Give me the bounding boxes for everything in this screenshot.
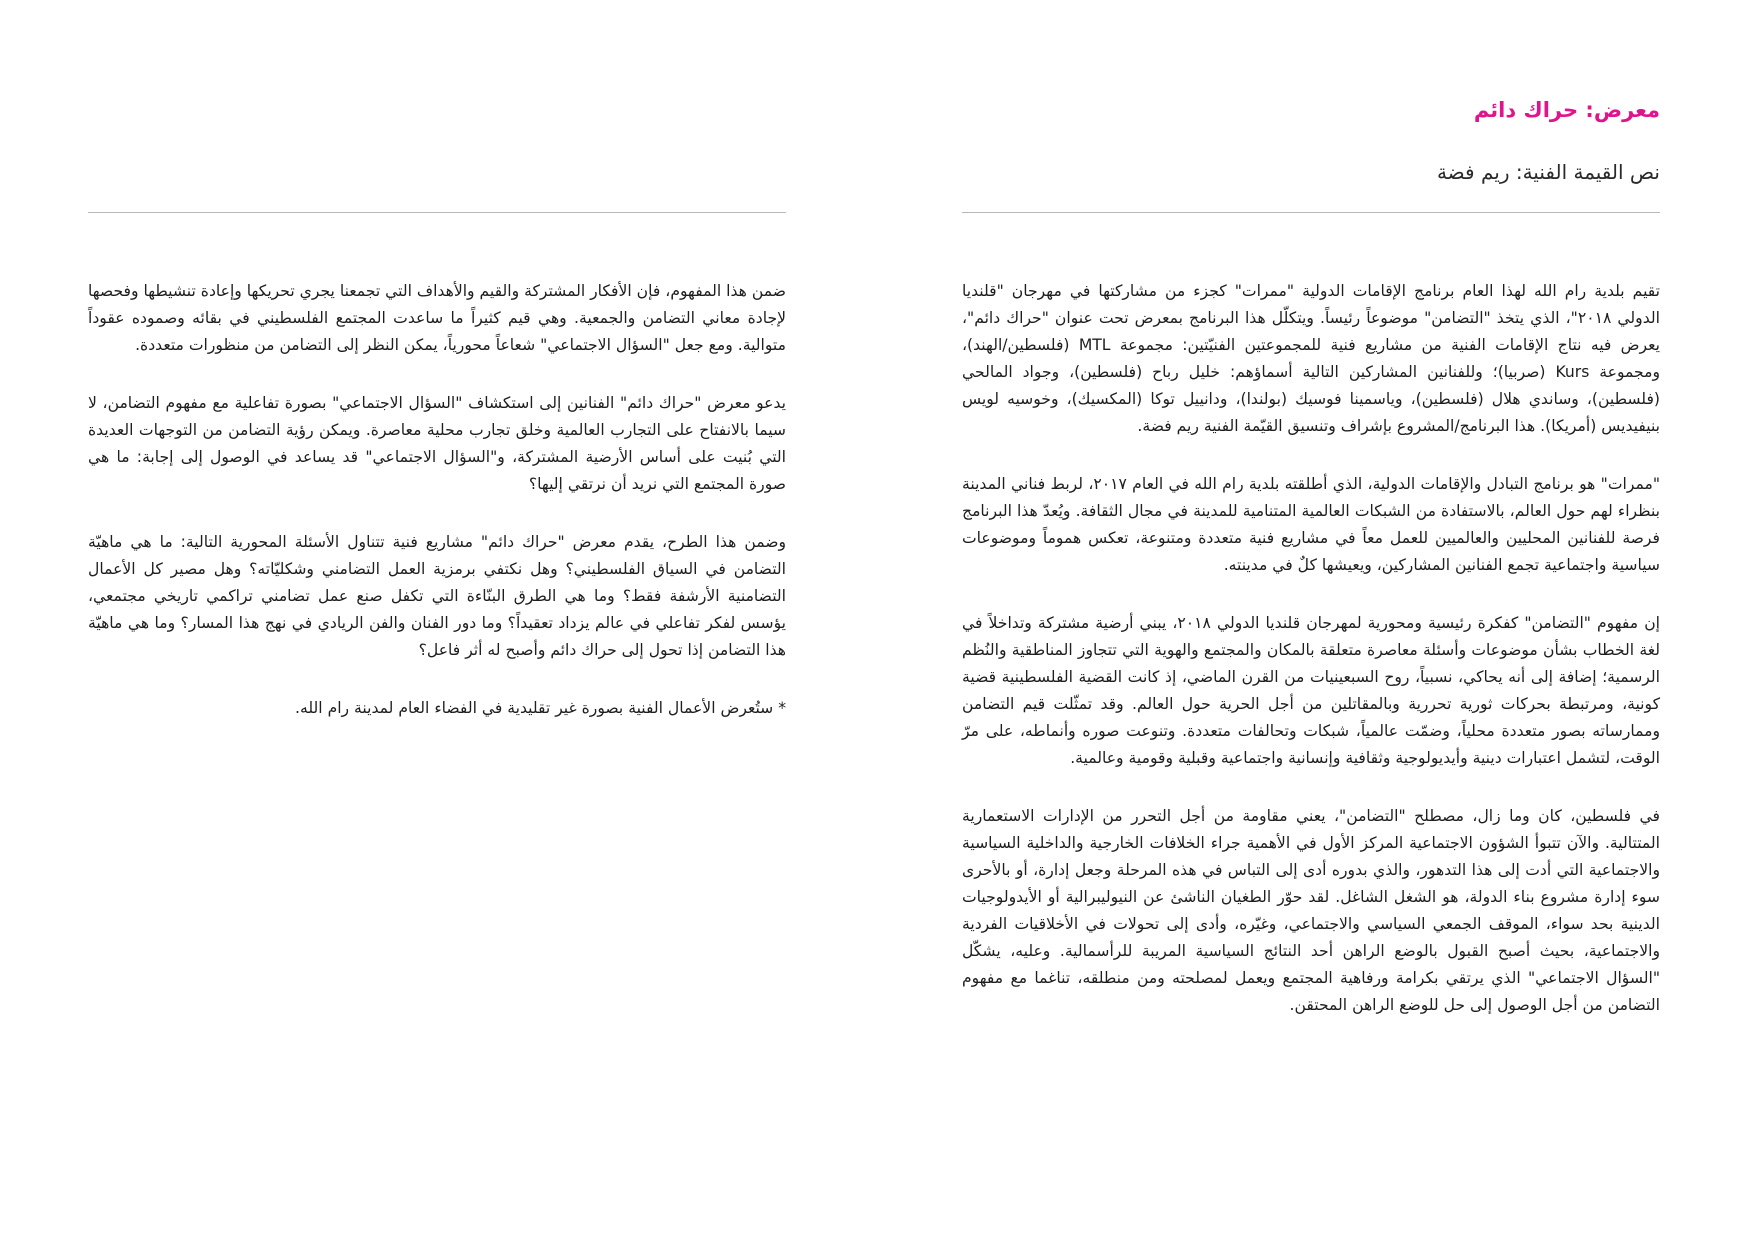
- paragraph-intro: تقيم بلدية رام الله لهذا العام برنامج الإقامات الدولية "ممرات" كجزء من مشاركتها في مهرجان "قلنديا الدولي ٢٠١٨"، الذي يتخذ "التضامن" موضوعاً رئيساً. ويتكلّل هذا البرنامج بمعرض تحت عنوان "حراك دائم"، يعرض فيه نتاج الإقامات الفنية من مشاريع فنية للمجموعتين الفنيّتين: مجموعة MTL (فلسطين/الهند)، ومجموعة Kurs (صربيا)؛ وللفنانين المشاركين التالية أسماؤهم: خليل رباح (فلسطين)، وجواد المالحي (فلسطين)، وساندي هلال (فلسطين)، وياسمينا فوسيك (بولندا)، ودانييل توكا (المكسيك)، وخوسيه لويس بنيفيديس (أمريكا). هذا البرنامج/المشروع بإشراف وتنسيق القيّمة الفنية ريم فضة.: [962, 282, 1660, 435]
- divider-rule: [88, 212, 786, 213]
- paragraph-palestine-context: في فلسطين، كان وما زال، مصطلح "التضامن"، يعني مقاومة من أجل التحرر من الإدارات الاستعمارية المتتالية. والآن تتبوأ الشؤون الاجتماعية المركز الأول في الأهمية جراء الخلافات الخارجية والداخلية السياسية والاجتماعية التي أدت إلى هذا التدهور، والذي بدوره أدى إلى التباس في هذه المرحلة وجعل إدارة، أو بالأحرى سوء إدارة مشروع بناء الدولة، هو الشغل الشاغل. لقد حوّر الطغيان الناشئ عن النيوليبرالية أو الأيدولوجيات الدينية بحد سواء، الموقف الجمعي السياسي والاجتماعي، وغيّره، وأدى إلى تحولات في الأخلاقيات الفردية والاجتماعية، بحيث أصبح القبول بالوضع الراهن أحد النتائج السياسية المريبة للرأسمالية. وعليه، يشكّل "السؤال الاجتماعي" الذي يرتقي بكرامة ورفاهية المجتمع ويعمل لمصلحته ومن منطلقه، تناغما مع مفهوم التضامن من أجل الوصول إلى حل للوضع الراهن المحتقن.: [962, 807, 1660, 1014]
- curator-credit: نص القيمة الفنية: ريم فضة: [1436, 160, 1660, 184]
- right-page: [874, 0, 1748, 1240]
- divider-rule: [962, 212, 1660, 213]
- paragraph-exhibition-invitation: يدعو معرض "حراك دائم" الفنانين إلى استكشاف "السؤال الاجتماعي" بصورة تفاعلية مع مفهوم التضامن، لا سيما بالانفتاح على التجارب العالمية وخلق تجارب محلية معاصرة. ويمكن رؤية التضامن من التوجهات العديدة التي بُنيت على أساس الأرضية المشتركة، و"السؤال الاجتماعي" قد يساعد في الوصول إلى إجابة: ما هي صورة المجتمع التي نريد أن نرتقي إليها؟: [88, 394, 786, 493]
- text-column-right: [962, 278, 1660, 1050]
- paragraph-mamarat: "ممرات" هو برنامج التبادل والإقامات الدولية، الذي أطلقته بلدية رام الله في العام ٢٠١٧، لربط فناني المدينة بنظراء لهم حول العالم، بالاستفادة من الشبكات العالمية المتنامية للمدينة في مجال الثقافة. ويُعدّ هذا البرنامج فرصة للفنانين المحليين والعالميين للعمل معاً في مشاريع فنية متعددة ومتنوعة، تعكس هموماً وموضوعات سياسية واجتماعية تجمع الفنانين المشاركين، ويعيشها كلٌ في مدينته.: [962, 475, 1660, 574]
- paragraph-central-questions: وضمن هذا الطرح، يقدم معرض "حراك دائم" مشاريع فنية تتناول الأسئلة المحورية التالية: ما هي ماهيّة التضامن في السياق الفلسطيني؟ وهل نكتفي برمزية العمل التضامني وشكليّاته؟ وهل مصير كل الأعمال التضامنية الأرشفة فقط؟ وما هي الطرق البنّاءة التي تكفل صنع عمل تضامني تراكمي تاريخي مجتمعي، يؤسس لفكر تفاعلي في عالم يزداد تعقيداً؟ وما دور الفنان والفن الريادي في نهج هذا المسار؟ وما هي ماهيّة هذا التضامن إذا تحول إلى حراك دائم وأصبح له أثر فاعل؟: [88, 533, 786, 659]
- paragraph-solidarity-concept: إن مفهوم "التضامن" كفكرة رئيسية ومحورية لمهرجان قلنديا الدولي ٢٠١٨، يبني أرضية مشتركة وتداخلاً في لغة الخطاب بشأن موضوعات وأسئلة معاصرة متعلقة بالمكان والمجتمع والهوية التي تتجاوز المناطقية والنُظم الرسمية؛ إضافة إلى أنه يحاكي، نسبياً، روح السبعينيات من القرن الماضي، إذ كانت القضية الفلسطينية قضية كونية، ومرتبطة بحركات ثورية تحررية وبالمقاتلين من أجل الحرية حول العالم. وقد تمثّلت قيم التضامن وممارساته بصور متعددة محلياً، وضمّت عالمياً، شبكات وتحالفات متعددة. وتنوعت صوره وأنماطه، على مرّ الوقت، لتشمل اعتبارات دينية وأيديولوجية وثقافية وإنسانية واجتماعية وقبلية وقومية وعالمية.: [962, 614, 1660, 767]
- exhibition-title: معرض: حراك دائم: [1473, 98, 1660, 122]
- paragraph-shared-values: ضمن هذا المفهوم، فإن الأفكار المشتركة والقيم والأهداف التي تجمعنا يجري تحريكها وإعادة تنشيطها وفحصها لإجادة معاني التضامن والجمعية. وهي قيم كثيراً ما ساعدت المجتمع الفلسطيني في بقائه وصموده عقوداً متوالية. ومع جعل "السؤال الاجتماعي" شعاعاً محورياً، يمكن النظر إلى التضامن من منظورات متعددة.: [87, 282, 786, 354]
- footnote: * ستُعرض الأعمال الفنية بصورة غير تقليدية في الفضاء العام لمدينة رام الله.: [295, 699, 786, 717]
- text-column-left: [88, 278, 786, 722]
